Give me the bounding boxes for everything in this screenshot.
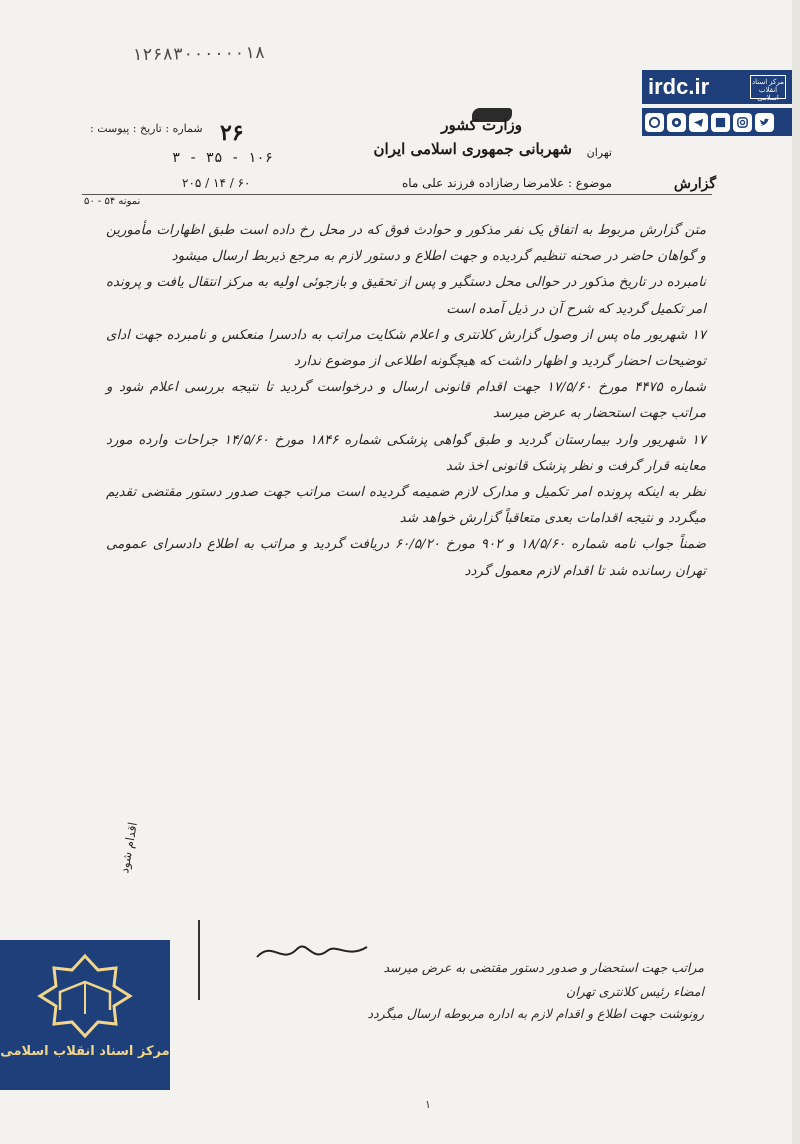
body-paragraph: نظر به اینکه پرونده امر تکمیل و مدارک لازم ضمیمه گردیده است مراتب جهت صدور دستور مقتضی تقدیم میگردد و نتیجه اقدامات بعدی متعاقباً گزارش خواهد شد	[106, 485, 706, 527]
signature	[252, 935, 372, 967]
margin-bracket	[198, 920, 212, 1000]
report-title: گزارش	[673, 176, 716, 192]
page-number: ۱	[425, 1098, 431, 1111]
municipality-title: شهربانی جمهوری اسلامی ایران	[373, 140, 572, 158]
archive-name: مرکز اسناد انقلاب اسلامی	[0, 1044, 170, 1059]
footer-line-3: رونوشت جهت اطلاع و اقدام لازم به اداره مربوطه ارسال میگردد	[367, 1006, 704, 1021]
watermark-logo-mini: مرکز اسناد انقلاب اسلامی	[750, 75, 786, 99]
instagram-icon[interactable]	[733, 113, 752, 132]
body-paragraph: شماره ۴۴۷۵ مورخ ۱۷/۵/۶۰ جهت اقدام قانونی ارسال و درخواست گردید تا نتیجه بررسی اعلام شود و مراتب جهت استحضار به عرض میرسد	[106, 380, 707, 422]
body-paragraph: نامبرده در تاریخ مذکور در حوالی محل دستگیر و پس از تحقیق و بازجوئی اولیه به مرکز انتقال یافت و پرونده امر تکمیل گردید که شرح آن در ذیل آمده است	[106, 275, 706, 317]
body-paragraph: متن گزارش مربوط به اتفاق یک نفر مذکور و حوادث فوق که در محل رخ داده است طبق اظهارات مأمورین و گواهان حاضر در صحنه تنظیم گردیده و جهت اطلاع و دستور لازم به مرجع ذیربط ارسال میشود	[106, 223, 706, 265]
form-number: نمونه ۵۴ - ۵۰	[84, 196, 141, 207]
letter-document	[82, 100, 722, 1110]
header-divider	[82, 194, 712, 195]
ministry-title: وزارت کشور	[441, 116, 522, 134]
body-paragraph: ۱۷ شهریور وارد بیمارستان گردید و طبق گواهی پزشکی شماره ۱۸۴۶ مورخ ۱۴/۵/۶۰ جراحات وارده مورد معاینه قرار گرفت و نظر پزشک قانونی اخذ شد	[106, 432, 706, 474]
archive-emblem-icon	[30, 952, 140, 1042]
archive-logo	[0, 940, 170, 1090]
report-subject: موضوع : علامرضا رضازاده فرزند علی ماه	[401, 176, 612, 190]
watermark-site[interactable]	[642, 70, 792, 104]
footer-line-1: مراتب جهت استحضار و صدور دستور مقتضی به عرض میرسد	[383, 960, 704, 975]
watermark-site-text: irdc.ir	[648, 74, 710, 99]
letter-number: ۲۶	[220, 120, 244, 146]
serial-number: ۱۲۶۸۳۰۰۰۰۰۰۱۸	[131, 42, 266, 66]
date-second: ۲۰۵ / ۱۴ / ۶۰	[182, 176, 251, 190]
city-tag: تهران	[586, 146, 612, 159]
footer-line-2: امضاء رئیس کلانتری تهران	[566, 984, 704, 999]
twitter-icon[interactable]	[755, 113, 774, 132]
body-paragraph: ۱۷ شهریور ماه پس از وصول گزارش کلانتری و اعلام شکایت مراتب به دادسرا منعکس و نامبرده جهت ادای توضیحات احضار گردید و اظهار داشت که هیچگونه اطلاعی از موضوع ندارد	[106, 327, 706, 370]
header-note: شماره : تاریخ : پیوست :	[90, 122, 203, 135]
date-line: ۳ - ۳۵ - ۱۰۶	[172, 150, 274, 166]
body-text	[106, 218, 706, 585]
body-paragraph: ضمناً جواب نامه شماره ۱۸/۵/۶۰ و ۹۰۲ مورخ ۶۰/۵/۲۰ دریافت گردید و مراتب به اطلاع دادسرای عمومی تهران رسانده شد تا اقدام لازم معمول گردد	[106, 537, 706, 579]
margin-note: اقدام شود	[117, 821, 140, 875]
